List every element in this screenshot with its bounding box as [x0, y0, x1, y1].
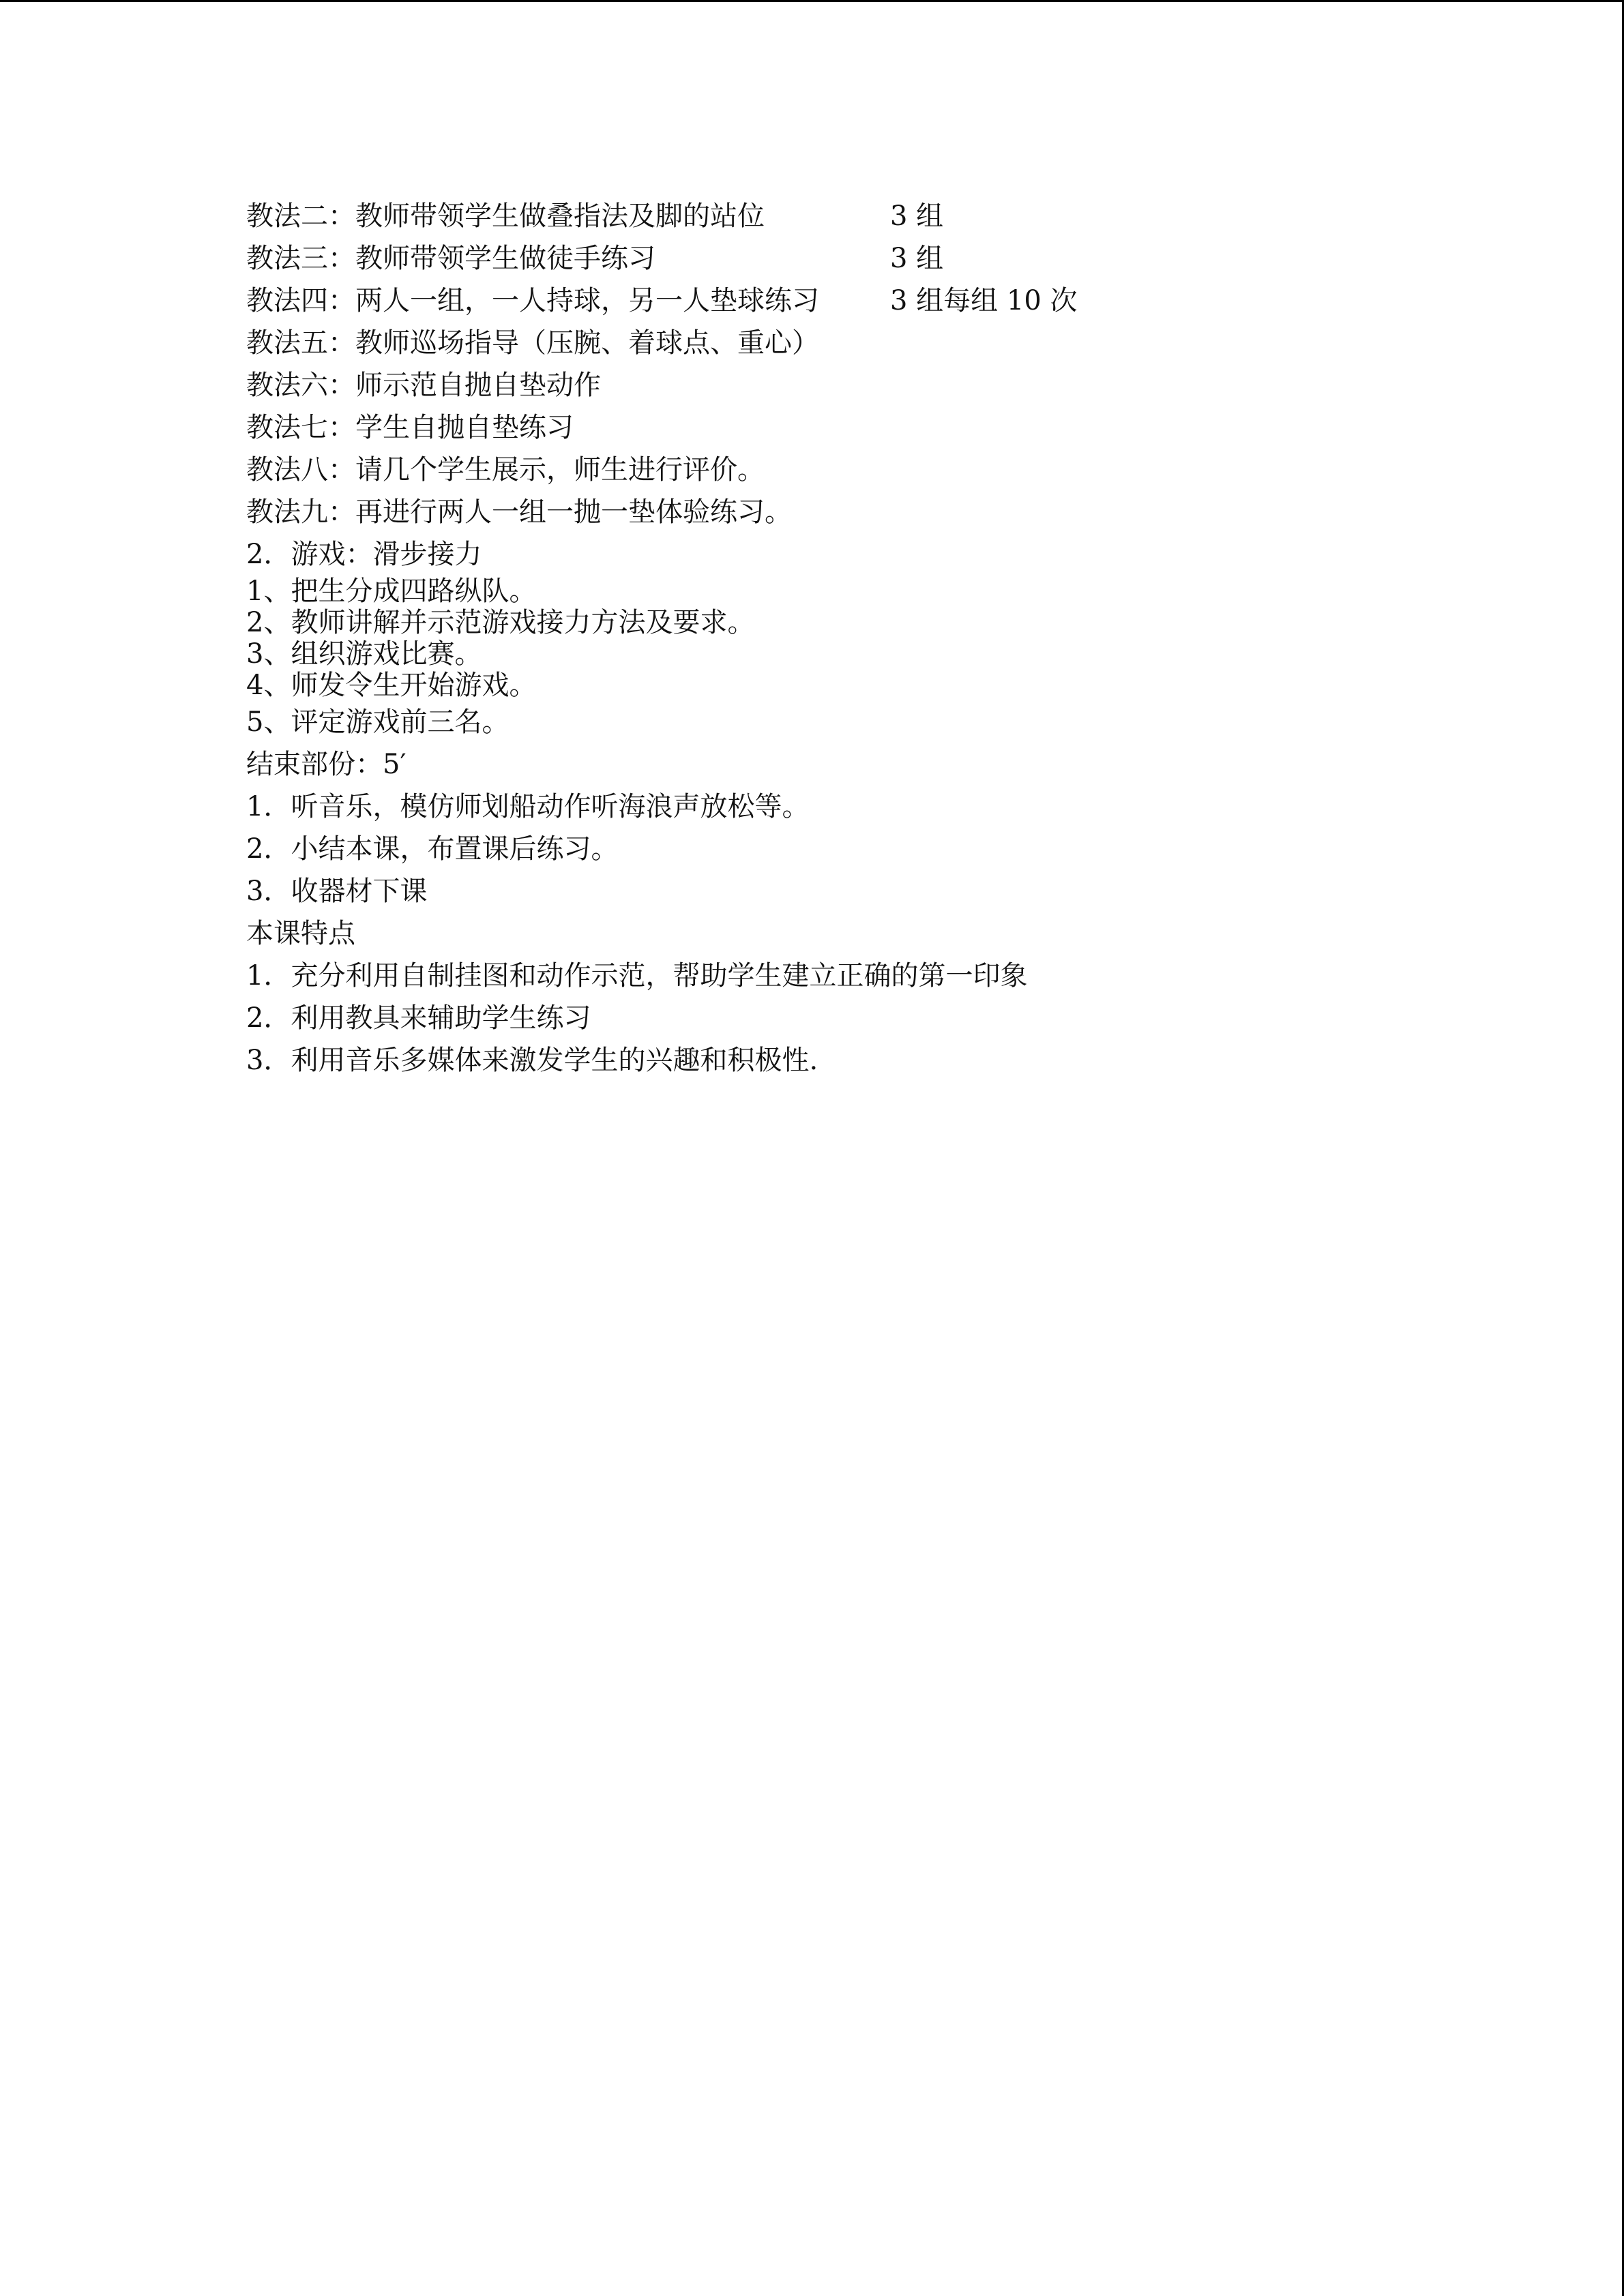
method-line-5 [246, 322, 1542, 364]
method-line-6 [246, 364, 1542, 406]
ending-item-1: 1．听音乐，模仿师划船动作听海浪声放松等。 [246, 791, 810, 822]
method-text: 教法八：请几个学生展示，师生进行评价。 [246, 454, 765, 486]
method-text: 教法四：两人一组，一人持球，另一人垫球练习 [246, 285, 819, 316]
game-step-2: 2、教师讲解并示范游戏接力方法及要求。 [246, 607, 755, 638]
game-step-4: 4、师发令生开始游戏。 [246, 670, 537, 701]
method-sets: 3 组 [890, 200, 944, 232]
method-line-8 [246, 449, 1542, 491]
method-line-4 [246, 280, 1542, 322]
game-heading: 2．游戏：滑步接力 [246, 539, 482, 570]
method-text: 教法七：学生自抛自垫练习 [246, 412, 574, 443]
method-text: 教法六：师示范自抛自垫动作 [246, 370, 601, 401]
method-text: 教法三：教师带领学生做徒手练习 [246, 243, 655, 274]
method-text: 教法九：再进行两人一组一抛一垫体验练习。 [246, 496, 792, 528]
method-sets: 3 组 [890, 243, 944, 274]
method-line-9 [246, 491, 1542, 533]
ending-item-3: 3．收器材下课 [246, 876, 428, 907]
feature-item-1: 1．充分利用自制挂图和动作示范，帮助学生建立正确的第一印象 [246, 960, 1028, 992]
features-heading: 本课特点 [246, 918, 355, 949]
feature-item-2: 2．利用教具来辅助学生练习 [246, 1002, 591, 1034]
method-line-3 [246, 237, 1542, 280]
method-text: 教法二：教师带领学生做叠指法及脚的站位 [246, 200, 765, 232]
method-line-7 [246, 406, 1542, 449]
game-step-3: 3、组织游戏比赛。 [246, 638, 482, 670]
page-border-top [0, 0, 1624, 2]
feature-item-3: 3．利用音乐多媒体来激发学生的兴趣和积极性. [246, 1045, 818, 1076]
game-step-5: 5、评定游戏前三名。 [246, 706, 510, 738]
game-step-1: 1、把生分成四路纵队。 [246, 576, 537, 607]
method-line-2 [246, 195, 1542, 237]
method-sets: 3 组每组 10 次 [890, 285, 1078, 316]
ending-item-2: 2．小结本课，布置课后练习。 [246, 833, 619, 865]
document-body [246, 195, 1542, 1082]
method-text: 教法五：教师巡场指导（压腕、着球点、重心） [246, 327, 819, 359]
ending-heading: 结束部份：5′ [246, 749, 407, 780]
